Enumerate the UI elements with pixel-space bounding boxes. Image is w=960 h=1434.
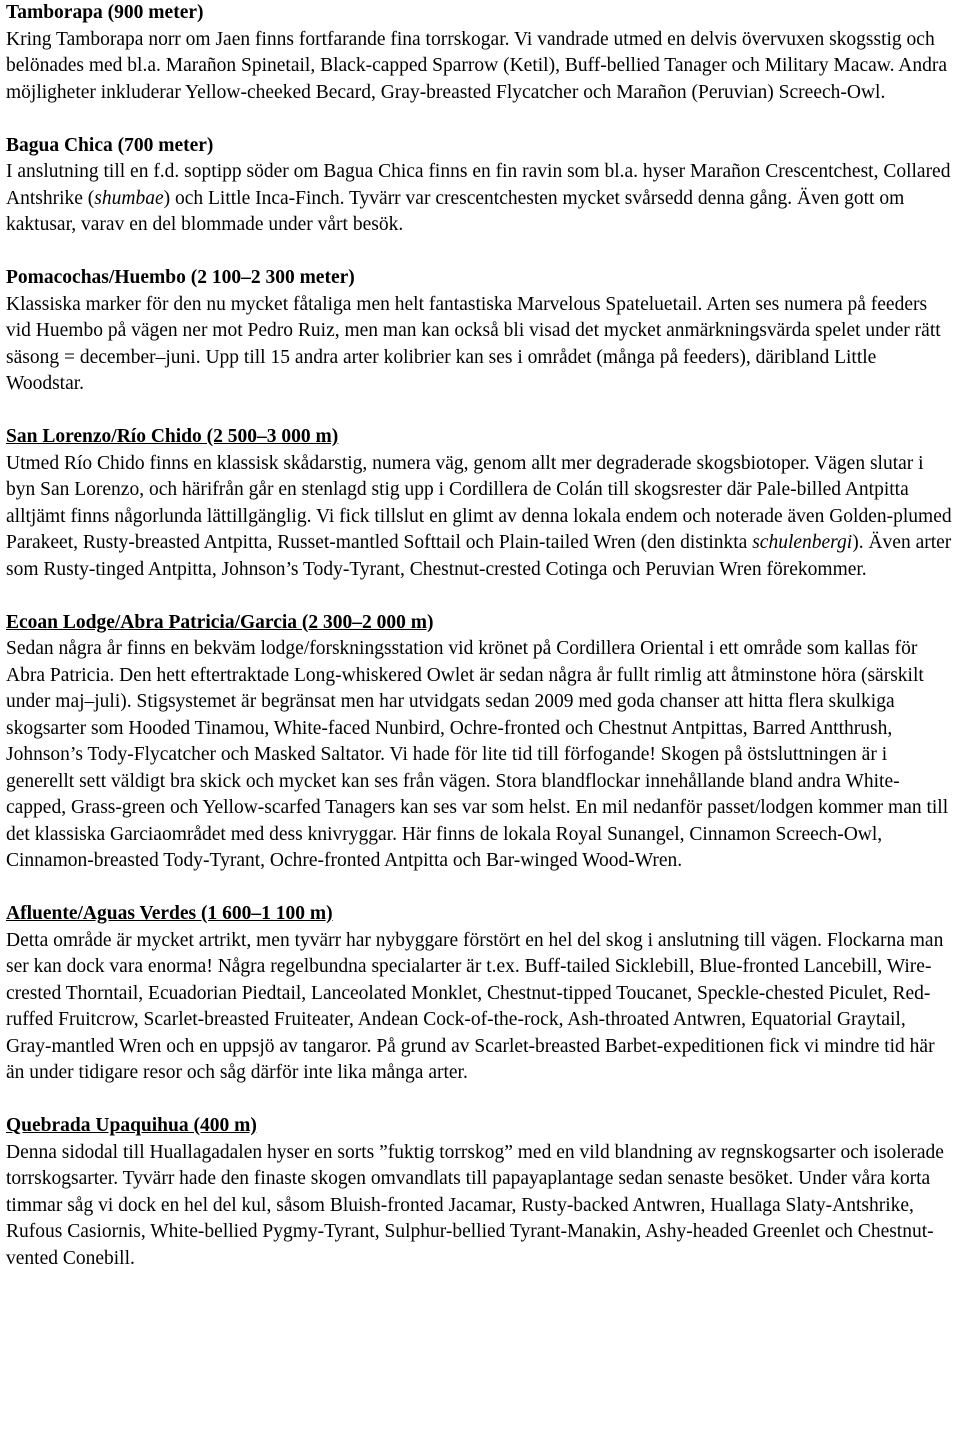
section-heading: San Lorenzo/Río Chido (2 500–3 000 m) — [6, 426, 339, 447]
section-quebrada-upaquihua — [6, 1113, 956, 1272]
section-tamborapa — [6, 0, 956, 106]
body-text: Klassiska marker för den nu mycket fåtaliga men helt fantastiska Marvelous Spateluetail. Arten ses numera på feeders vid Huembo på vägen ner mot Pedro Ruiz, men man kan också bli visad det mycket anmärkningsvärda spelet under rätt säsong = december–juni. Upp till 15 andra arter kolibrier kan ses i området (många på feeders), däribland Little Woodstar. — [6, 293, 941, 394]
section-paragraph — [6, 27, 956, 107]
section-paragraph — [6, 292, 956, 398]
section-pomacochas-huembo — [6, 265, 956, 398]
section-heading: Quebrada Upaquihua (400 m) — [6, 1115, 257, 1136]
section-san-lorenzo-rio-chido — [6, 424, 956, 583]
section-paragraph — [6, 636, 956, 875]
section-heading: Tamborapa (900 meter) — [6, 2, 204, 23]
body-text: Detta område är mycket artrikt, men tyvärr har nybyggare förstört en hel del skog i anslutning till vägen. Flockarna man ser kan dock vara enorma! Några regelbundna specialarter är t.ex. Buff-tailed Sicklebill, Blue-fronted Lancebill, Wire-crested Thorntail, Ecuadorian Piedtail, Lanceolated Monklet, Chestnut-tipped Toucanet, Speckle-chested Piculet, Red-ruffed Fruitcrow, Scarlet-breasted Fruiteater, Andean Cock-of-the-rock, Ash-throated Antwren, Equatorial Graytail, Gray-mantled Wren och en uppsjö av tangaror. På grund av Scarlet-breasted Barbet-expeditionen fick vi mindre tid här än under tidigare resor och såg därför inte lika många arter. — [6, 929, 944, 1083]
section-paragraph — [6, 1140, 956, 1273]
italic-text: shumbae — [94, 187, 164, 209]
body-text: I anslutning till en f.d. soptipp söder om Bagua Chica finns en fin ravin som bl.a. hyser Marañon Crescentchest, Collared Antshrike ( — [6, 161, 951, 209]
section-heading: Pomacochas/Huembo (2 100–2 300 meter) — [6, 267, 355, 288]
section-paragraph — [6, 928, 956, 1087]
body-text: Kring Tamborapa norr om Jaen finns fortfarande fina torrskogar. Vi vandrade utmed en delvis övervuxen skogsstig och belönades med bl.a. Marañon Spinetail, Black-capped Sparrow (Ketil), Buff-bellied Tanager och Military Macaw. Andra möjligheter inkluderar Yellow-cheeked Becard, Gray-breasted Flycatcher och Marañon (Peruvian) Screech-Owl. — [6, 28, 948, 103]
body-text: ). Även arter som Rusty-tinged Antpitta, Johnson’s Tody-Tyrant, Chestnut-crested Cotinga och Peruvian Wren förekommer. — [6, 532, 952, 580]
italic-text: schulenbergi — [752, 532, 853, 553]
body-text: ) och Little Inca-Finch. Tyvärr var crescentchesten mycket svårsedd denna gång. Även gott om kaktusar, varav en del blommade under vårt besök. — [6, 187, 905, 235]
body-text: Utmed Río Chido finns en klassisk skådarstig, numera väg, genom allt mer degraderade skogsbiotoper. Vägen slutar i byn San Lorenzo, och härifrån går en stenlagd stig upp i Cordillera de Colán till skogsrester där Pale-billed Antpitta alltjämt finns någorlunda lättillgänglig. Vi fick tillslut en glimt av denna lokala endem och noterade även Golden-plumed Parakeet, Rusty-breasted Antpitta, Russet-mantled Softtail och Plain-tailed Wren (den distinkta — [6, 452, 952, 553]
document-body — [6, 0, 956, 1299]
section-heading: Ecoan Lodge/Abra Patricia/Garcia (2 300–2 000 m) — [6, 611, 434, 633]
section-bagua-chica — [6, 133, 956, 239]
body-text: Sedan några år finns en bekväm lodge/forskningsstation vid krönet på Cordillera Oriental i ett område som kallas för Abra Patricia. Den hett eftertraktade Long-whiskered Owlet är sedan några år fullt rimlig att åtminstone höra (särskilt under maj–juli). Stigsystemet är begränsat men har utvidgats sedan 2009 med goda chanser att hitta flera skulkiga skogsarter som Hooded Tinamou, White-faced Nunbird, Ochre-fronted och Chestnut Antpittas, Barred Antthrush, Johnson’s Tody-Flycatcher och Masked Saltator. Vi hade för lite tid till förfogande! Skogen på östsluttningen är i generellt sett väldigt bra skick och mycket kan ses från vägen. Stora blandflockar innehållande bland andra White-capped, Grass-green och Yellow-scarfed Tanagers kan ses var som helst. En mil nedanför passet/lodgen kommer man till det klassiska Garciaområdet med dess knivryggar. Här finns de lokala Royal Sunangel, Cinnamon Screech-Owl, Cinnamon-breasted Tody-Tyrant, Ochre-fronted Antpitta och Bar-winged Wood-Wren. — [6, 638, 949, 871]
section-paragraph — [6, 451, 956, 584]
section-afluente-aguas-verdes — [6, 901, 956, 1087]
section-heading: Afluente/Aguas Verdes (1 600–1 100 m) — [6, 903, 333, 924]
body-text: Denna sidodal till Huallagadalen hyser en sorts ”fuktig torrskog” med en vild blandning av regnskogsarter och isolerade torrskogsarter. Tyvärr hade den finaste skogen omvandlats till papayaplantage sedan senaste besöket. Under våra korta timmar såg vi dock en hel del kul, såsom Bluish-fronted Jacamar, Rusty-backed Antwren, Huallaga Slaty-Antshrike, Rufous Casiornis, White-bellied Pygmy-Tyrant, Sulphur-bellied Tyrant-Manakin, Ashy-headed Greenlet och Chestnut-vented Conebill. — [6, 1141, 944, 1269]
section-paragraph — [6, 159, 956, 239]
section-ecoan-lodge-abra-patricia-garcia — [6, 610, 956, 875]
section-heading: Bagua Chica (700 meter) — [6, 134, 214, 156]
